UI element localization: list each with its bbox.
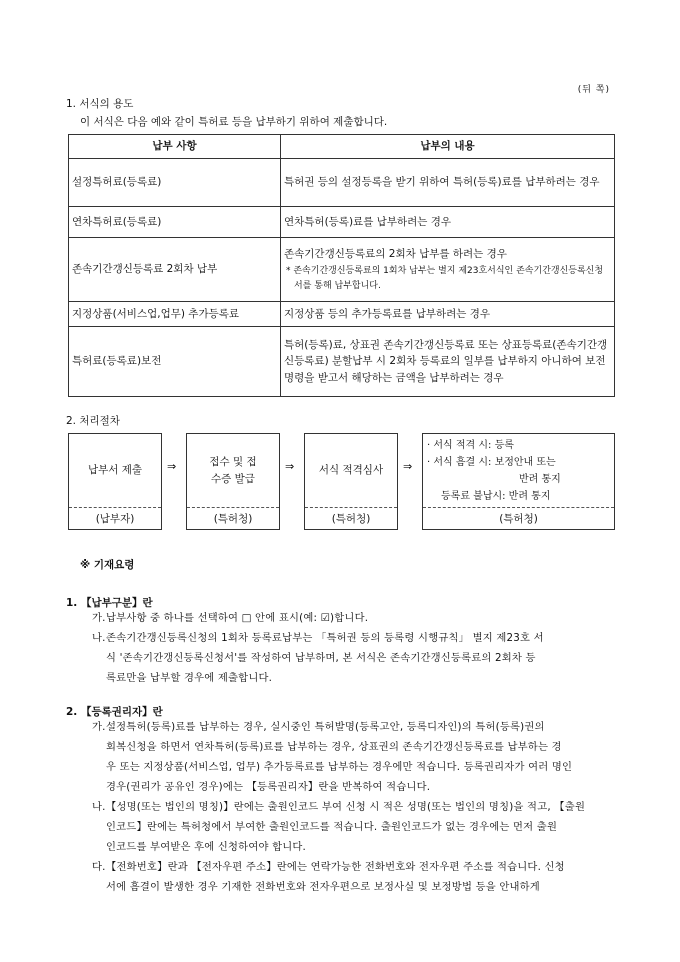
usage-table [68, 134, 615, 397]
row-item: 특허료(등록료)보전 [69, 327, 281, 397]
flow-step-actor: (특허청) [331, 512, 371, 525]
flow-step-receipt [186, 433, 280, 530]
flow-step-actor: (특허청) [499, 512, 538, 525]
flow-result-line: 반려 통지 [519, 474, 561, 485]
guide-section-2-heading: 2. 【등록권리자】란 [66, 706, 163, 718]
table-row [69, 207, 615, 238]
flow-step-label: 납부서 제출 [87, 464, 143, 477]
row-note: * 존속기간갱신등록료의 1회차 납부는 별지 제23호서식인 존속기간갱신등록신청서를 통해 납부합니다. [286, 266, 604, 291]
table-row [69, 159, 615, 207]
flow-step-review [304, 433, 398, 530]
flow-result-line: 등록료 불납시: 반려 통지 [441, 491, 551, 502]
flow-result-line: · 서식 적격 시: 등록 [427, 440, 514, 451]
section-1-intro: 이 서식은 다음 예와 같이 특허료 등을 납부하기 위하여 제출합니다. [80, 116, 388, 128]
row-content: 존속기간갱신등록료의 2회차 납부를 하려는 경우 [284, 247, 507, 260]
guide-2-ga-line: 회복신청을 하면서 연차특허(등록)료를 납부하는 경우, 상표권의 존속기간갱신등록료를 납부하는 경 [106, 741, 562, 753]
row-item: 설정특허료(등록료) [69, 159, 281, 207]
guide-1-na-line: 존속기간갱신등록신청의 1회차 등록료납부는 「특허권 등의 등록령 시행규칙」 별지 제23호 서 [106, 632, 544, 644]
flow-step-actor: (특허청) [213, 512, 253, 525]
flow-step-actor: (납부자) [95, 512, 135, 525]
flow-step-submit [68, 433, 162, 530]
row-content: 특허(등록)료, 상표권 존속기간갱신등록료 또는 상표등록료(존속기간갱신등록료) 분할납부 시 2회차 등록료의 일부를 납부하지 아니하여 보전명령을 받고서 해당하는 금액을 납부하려는 경우 [281, 327, 615, 397]
section-2-heading: 2. 처리절차 [66, 415, 120, 427]
row-content: 특허권 등의 설정등록을 받기 위하여 특허(등록)료를 납부하려는 경우 [281, 159, 615, 207]
section-1-heading: 1. 서식의 용도 [66, 98, 134, 110]
usage-table-header [69, 135, 615, 159]
row-item: 지정상품(서비스업,업무) 추가등록료 [69, 302, 281, 327]
guide-2-na-line: 인코드】란에는 특허청에서 부여한 출원인코드를 적습니다. 출원인코드가 없는 경우에는 먼저 출원 [106, 821, 558, 833]
guide-2-na-line: 인코드를 부여받은 후에 신청하여야 합니다. [106, 841, 307, 853]
flow-arrow: ⇒ [403, 460, 413, 473]
guide-2-da-line: 【전화번호】란과 【전자우편 주소】란에는 연락가능한 전화번호와 전자우편 주소를 적습니다. 신청 [106, 861, 565, 873]
item-marker: 가. [92, 612, 106, 624]
guide-section-1-heading: 1. 【납부구분】란 [66, 597, 153, 609]
table-row [69, 302, 615, 327]
row-item: 연차특허료(등록료) [69, 207, 281, 238]
flow-arrow: ⇒ [167, 460, 177, 473]
flow-step-label: 접수 및 접수증 발급 [209, 455, 257, 485]
guide-1-na-line: 록료만을 납부할 경우에 제출합니다. [106, 672, 273, 684]
row-content: 연차특허(등록)료를 납부하려는 경우 [281, 207, 615, 238]
guide-2-ga-line: 우 또는 지정상품(서비스업, 업무) 추가등록료를 납부하는 경우에만 적습니다. 등록권리자가 여러 명인 [106, 761, 573, 773]
guide-title: ※ 기재요령 [80, 559, 135, 571]
row-content: 지정상품 등의 추가등록료를 납부하려는 경우 [281, 302, 615, 327]
item-marker: 나. [92, 632, 106, 644]
item-marker: 가. [92, 721, 106, 733]
row-content-cell [281, 238, 615, 302]
guide-2-da-line: 서에 흠결이 발생한 경우 기재한 전화번호와 전자우편으로 보정사실 및 보정방법 등을 안내하게 [106, 881, 540, 893]
item-marker: 나. [92, 801, 106, 813]
item-marker: 다. [92, 861, 106, 873]
header-item: 납부 사항 [69, 135, 281, 159]
table-row [69, 327, 615, 397]
flow-step-result [422, 433, 615, 530]
guide-2-ga-line: 설정특허(등록)료를 납부하는 경우, 실시중인 특허발명(등록고안, 등록디자인)의 특허(등록)권의 [106, 721, 545, 733]
row-item: 존속기간갱신등록료 2회차 납부 [69, 238, 281, 302]
guide-2-na-line: 【성명(또는 법인의 명칭)】란에는 출원인코드 부여 신청 시 적은 성명(또는 법인의 명칭)을 적고, 【출원 [106, 801, 586, 813]
guide-2-ga-line: 경우(권리가 공유인 경우)에는 【등록권리자】란을 반복하여 적습니다. [106, 781, 431, 793]
guide-1-na-line: 식 '존속기간갱신등록신청서'를 작성하여 납부하며, 본 서식은 존속기간갱신등록료의 2회차 등 [106, 652, 536, 664]
table-row [69, 238, 615, 302]
guide-1-ga: 납부사항 중 하나를 선택하여 □ 안에 표시(예: ☑)합니다. [106, 612, 369, 624]
flow-arrow: ⇒ [285, 460, 295, 473]
header-content: 납부의 내용 [281, 135, 615, 159]
flow-step-label: 서식 적격심사 [318, 464, 384, 477]
flow-result-line: · 서식 흠결 시: 보정안내 또는 [427, 457, 556, 468]
page-side-label: (뒤 쪽) [577, 85, 610, 95]
